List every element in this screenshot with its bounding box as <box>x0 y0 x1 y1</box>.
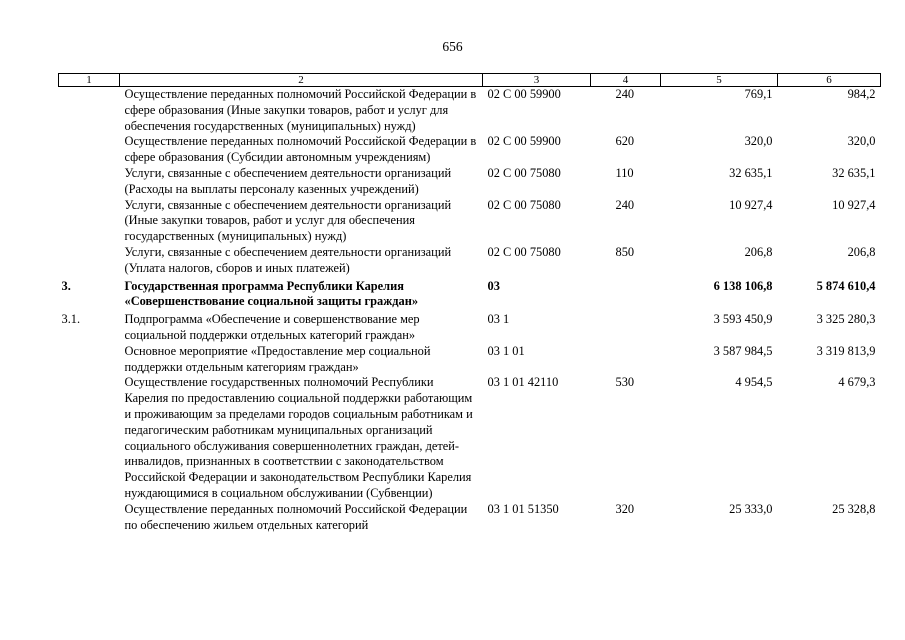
row-number <box>59 344 120 376</box>
row-code: 02 С 00 75080 <box>487 244 561 259</box>
row-expense-type <box>591 277 661 311</box>
column-header: 1 <box>59 74 120 87</box>
row-code: 02 С 00 75080 <box>487 197 561 212</box>
table-row <box>59 277 881 311</box>
row-code: 02 С 00 59900 <box>487 87 561 101</box>
row-code: 03 1 01 51350 <box>487 501 559 516</box>
row-name: Услуги, связанные с обеспечением деятельности организаций (Иные закупки товаров, работ и услуг для обеспечения государственных (муниципальных) нужд) <box>124 197 452 244</box>
row-amount-1: 206,8 <box>744 244 773 259</box>
row-name: Услуги, связанные с обеспечением деятельности организаций (Расходы на выплаты персоналу казенных учреждений) <box>124 165 452 196</box>
row-amount-1: 320,0 <box>744 134 773 149</box>
row-expense-type <box>591 344 661 376</box>
row-amount-2: 25 328,8 <box>832 501 876 516</box>
row-number <box>59 375 120 501</box>
row-name: Осуществление переданных полномочий Российской Федерации в сфере образования (Иные закупки товаров, работ и услуг для обеспечения государственных (муниципальных) нужд) <box>124 87 477 133</box>
row-code: 02 С 00 75080 <box>487 165 561 180</box>
row-amount-1: 769,1 <box>744 87 773 101</box>
row-amount-2: 4 679,3 <box>838 375 876 390</box>
row-expense-type: 850 <box>615 244 635 259</box>
row-amount-1: 10 927,4 <box>729 197 773 212</box>
row-amount-2: 32 635,1 <box>832 165 876 180</box>
table-row <box>59 166 881 198</box>
table-row <box>59 502 881 534</box>
row-name: Осуществление переданных полномочий Российской Федерации в сфере образования (Субсидии автономным учреждениям) <box>124 134 477 165</box>
row-number <box>59 198 120 245</box>
row-amount-1: 6 138 106,8 <box>713 278 773 293</box>
row-expense-type <box>591 310 661 344</box>
column-header: 4 <box>591 74 661 87</box>
table-body <box>59 87 881 534</box>
row-amount-1: 3 593 450,9 <box>713 312 773 327</box>
row-amount-2: 10 927,4 <box>832 197 876 212</box>
row-expense-type: 320 <box>615 501 635 516</box>
row-amount-2: 984,2 <box>847 87 876 101</box>
row-name: Осуществление переданных полномочий Российской Федерации по обеспечению жильем отдельных категорий <box>124 501 468 532</box>
row-name: Подпрограмма «Обеспечение и совершенствование мер социальной поддержки отдельных категорий граждан» <box>124 312 420 342</box>
row-amount-2: 3 325 280,3 <box>816 312 876 327</box>
row-name: Осуществление государственных полномочий Республики Карелия по предоставлению социальной поддержки работающим и проживающим за пределами городов социальным работникам и педагогическим работникам муниципальных организаций социального обслуживания совершеннолетних граждан, детей-инвалидов, признанных в соответствии с законодательством Российской Федерации и законодательством Республики Карелия нуждающимися в социальном обслуживании (Субвенции) <box>124 375 473 500</box>
table-row <box>59 310 881 344</box>
budget-table <box>58 73 881 533</box>
page-number: 656 <box>442 39 463 54</box>
row-amount-1: 4 954,5 <box>735 375 773 390</box>
row-number <box>59 134 120 166</box>
row-name: Основное мероприятие «Предоставление мер социальной поддержки отдельным категориям граждан» <box>124 343 431 374</box>
table-row <box>59 87 881 135</box>
row-expense-type: 110 <box>615 165 634 180</box>
row-expense-type: 530 <box>615 375 635 390</box>
row-expense-type: 240 <box>615 87 635 101</box>
row-expense-type: 620 <box>615 134 635 149</box>
column-header: 2 <box>120 74 483 87</box>
row-number <box>59 166 120 198</box>
row-code: 03 <box>487 278 500 293</box>
row-number <box>59 87 120 135</box>
row-name: Государственная программа Республики Карелия «Совершенствование социальной защиты граждан» <box>124 278 419 309</box>
table-row <box>59 344 881 376</box>
row-amount-2: 206,8 <box>847 244 876 259</box>
table-row <box>59 245 881 277</box>
row-amount-2: 3 319 813,9 <box>816 343 876 358</box>
row-code: 02 С 00 59900 <box>487 134 561 149</box>
row-amount-1: 32 635,1 <box>729 165 773 180</box>
table-row <box>59 134 881 166</box>
row-number <box>59 245 120 277</box>
row-number <box>59 502 120 534</box>
row-name: Услуги, связанные с обеспечением деятельности организаций (Уплата налогов, сборов и иных платежей) <box>124 244 452 275</box>
row-number: 3. <box>61 278 71 293</box>
column-header: 6 <box>778 74 881 87</box>
row-number: 3.1. <box>61 312 81 327</box>
row-amount-1: 3 587 984,5 <box>713 343 773 358</box>
row-code: 03 1 01 <box>487 343 525 358</box>
table-row <box>59 198 881 245</box>
table-header <box>59 74 881 87</box>
row-amount-2: 320,0 <box>847 134 876 149</box>
column-header: 3 <box>483 74 591 87</box>
row-amount-2: 5 874 610,4 <box>816 278 876 293</box>
row-amount-1: 25 333,0 <box>729 501 773 516</box>
header-row <box>59 74 881 87</box>
row-expense-type: 240 <box>615 197 635 212</box>
row-code: 03 1 <box>487 312 510 327</box>
row-code: 03 1 01 42110 <box>487 375 559 390</box>
column-header: 5 <box>661 74 778 87</box>
table-row <box>59 375 881 501</box>
